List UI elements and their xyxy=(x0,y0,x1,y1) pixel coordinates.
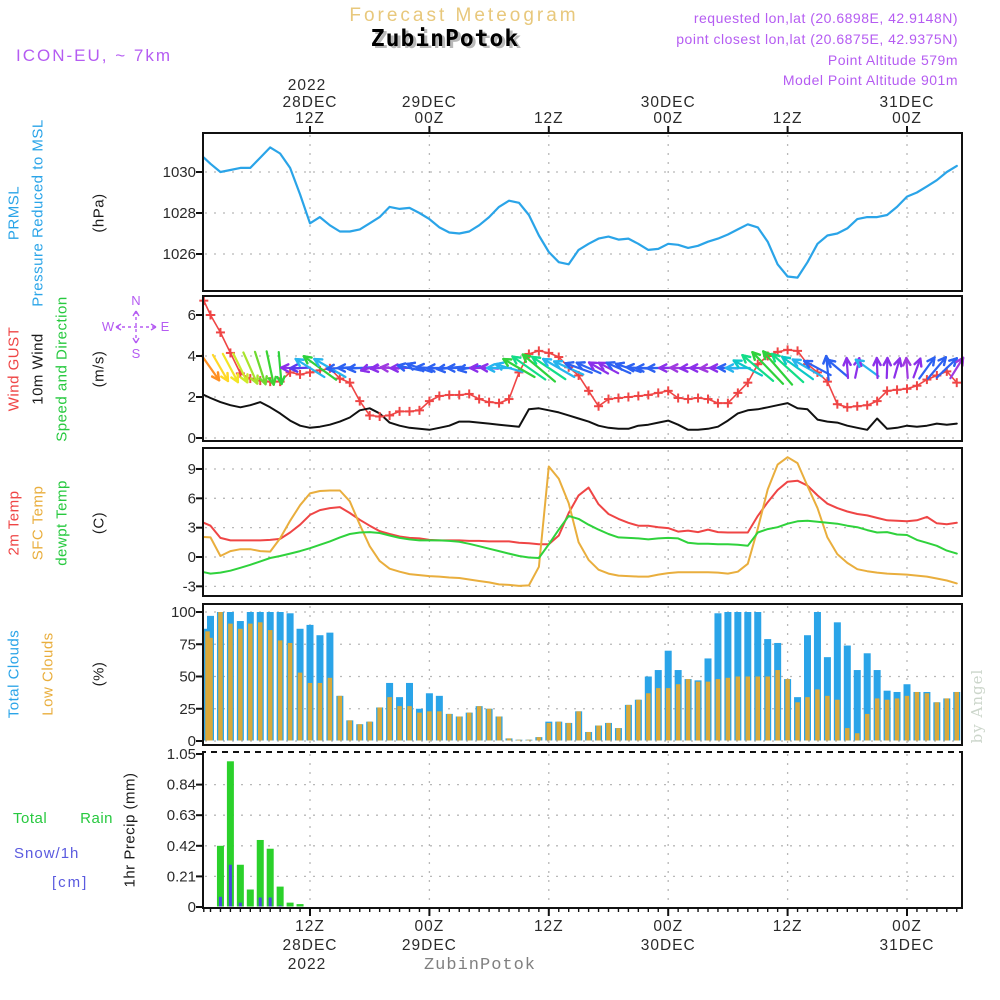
svg-text:00Z: 00Z xyxy=(653,110,684,127)
svg-text:1.05: 1.05 xyxy=(166,746,196,764)
station-title: ZubinPotok xyxy=(370,26,520,52)
svg-text:1026: 1026 xyxy=(162,246,196,263)
svg-text:0: 0 xyxy=(187,430,196,447)
precip-cm-label: [cm] xyxy=(52,874,89,891)
svg-text:50: 50 xyxy=(179,668,196,686)
svg-text:0: 0 xyxy=(187,899,196,916)
clouds-total-label: Total Clouds xyxy=(5,629,23,719)
svg-text:29DEC: 29DEC xyxy=(401,94,457,111)
temp-dewpt-label: dewpt Temp xyxy=(53,480,71,566)
clouds-unit: (%) xyxy=(90,661,108,687)
svg-text:2022: 2022 xyxy=(287,956,327,973)
svg-text:31DEC: 31DEC xyxy=(879,94,935,111)
svg-text:12Z: 12Z xyxy=(533,918,564,935)
svg-text:25: 25 xyxy=(179,700,196,718)
wind-10m-label: 10m Wind xyxy=(29,333,47,405)
precip-total-word: Total xyxy=(13,810,48,827)
pressure-unit: (hPa) xyxy=(90,193,108,233)
point-altitude: Point Altitude 579m xyxy=(827,52,958,68)
svg-text:00Z: 00Z xyxy=(414,918,445,935)
wind-gust-label: Wind GUST xyxy=(5,326,23,412)
temp-sfc-label: SFC Temp xyxy=(29,485,47,561)
svg-text:2: 2 xyxy=(187,389,196,406)
svg-text:0.42: 0.42 xyxy=(166,837,196,855)
svg-text:12Z: 12Z xyxy=(295,110,325,127)
precip-snow-label: Snow/1h xyxy=(14,845,80,862)
svg-text:00Z: 00Z xyxy=(414,110,445,127)
svg-text:1028: 1028 xyxy=(162,205,196,222)
svg-text:1030: 1030 xyxy=(162,164,196,181)
temp-2m-label: 2m Temp xyxy=(5,490,23,556)
precip-rain-label xyxy=(13,810,113,827)
wind-unit: (m/s) xyxy=(90,350,108,388)
svg-text:N: N xyxy=(131,293,141,308)
footer-station: ZubinPotok xyxy=(423,956,537,975)
svg-text:00Z: 00Z xyxy=(653,918,684,935)
svg-text:30DEC: 30DEC xyxy=(640,937,696,954)
svg-text:0.84: 0.84 xyxy=(166,776,196,794)
svg-text:75: 75 xyxy=(179,636,196,654)
pressure-label-prmsl: PRMSL xyxy=(5,185,23,241)
svg-text:2022: 2022 xyxy=(287,77,327,94)
temp-unit: (C) xyxy=(90,511,108,535)
svg-text:12Z: 12Z xyxy=(295,918,325,935)
model-name: ICON-EU, ~ 7km xyxy=(16,46,172,65)
svg-text:6: 6 xyxy=(187,307,196,324)
precip-rain-word: Rain xyxy=(80,810,113,827)
svg-text:30DEC: 30DEC xyxy=(640,94,696,111)
svg-text:-3: -3 xyxy=(182,578,196,596)
svg-text:29DEC: 29DEC xyxy=(401,937,457,954)
requested-coordinates: requested lon,lat (20.6898E, 42.9148N) xyxy=(693,10,958,26)
clouds-low-label: Low Clouds xyxy=(39,632,57,716)
svg-text:6: 6 xyxy=(187,490,196,508)
pressure-label-long: Pressure Reduced to MSL xyxy=(29,119,47,307)
svg-text:12Z: 12Z xyxy=(772,110,803,127)
svg-text:12Z: 12Z xyxy=(772,918,803,935)
watermark: by Angel xyxy=(968,668,986,744)
svg-text:W: W xyxy=(101,319,115,334)
svg-text:00Z: 00Z xyxy=(892,918,922,935)
svg-text:E: E xyxy=(160,319,170,334)
svg-text:0: 0 xyxy=(187,549,196,566)
svg-text:0.21: 0.21 xyxy=(166,868,196,886)
svg-text:28DEC: 28DEC xyxy=(282,937,338,954)
wind-speeddir-label: Speed and Direction xyxy=(53,296,71,442)
svg-text:28DEC: 28DEC xyxy=(282,94,338,111)
svg-text:3: 3 xyxy=(187,519,196,537)
page-title: Forecast Meteogram xyxy=(349,5,579,26)
closest-coordinates: point closest lon,lat (20.6875E, 42.9375N) xyxy=(676,31,958,47)
svg-text:4: 4 xyxy=(187,348,196,365)
svg-text:31DEC: 31DEC xyxy=(879,937,935,954)
model-altitude: Model Point Altitude 901m xyxy=(782,72,958,88)
svg-text:S: S xyxy=(131,346,141,361)
svg-text:0.63: 0.63 xyxy=(166,807,196,825)
precip-unit: 1hr Precip (mm) xyxy=(121,772,139,888)
svg-text:12Z: 12Z xyxy=(533,110,564,127)
svg-text:100: 100 xyxy=(170,604,196,621)
svg-text:0: 0 xyxy=(187,733,196,750)
svg-text:9: 9 xyxy=(187,460,196,478)
svg-text:00Z: 00Z xyxy=(892,110,922,127)
